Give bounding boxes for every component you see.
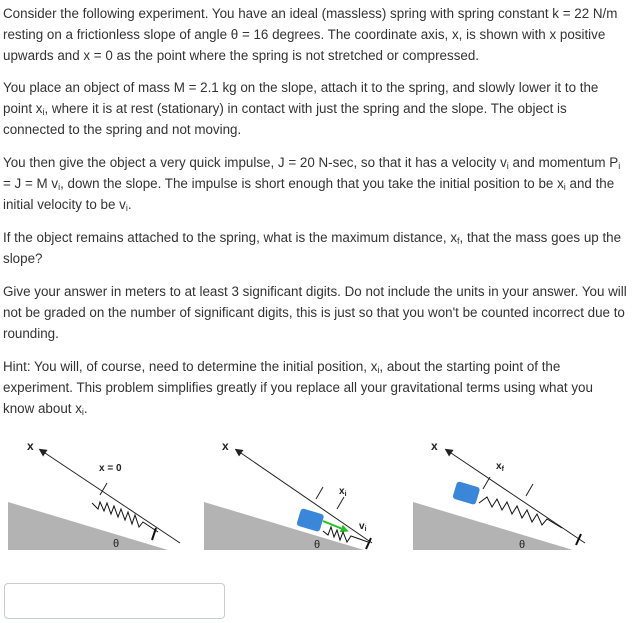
theta-label: θ [314, 539, 321, 551]
paragraph-placement: You place an object of mass M = 2.1 kg on the slope, attach it to the spring, and slowly lower it to the point $x_i$, where it is at rest (stationary) in contact with just the spring and the slope. The object is connected to the spring and not moving. [3, 80, 599, 137]
xf-label: $x_f$ [496, 461, 504, 473]
figure-panel-rest [8, 439, 180, 550]
paragraph-setup: Consider the following experiment. You have an ideal (massless) spring with spring constant k = 22 N/m resting on a frictionless slope of angle θ = 16 degrees. The coordinate axis, x, is shown with x positive upwards and x = 0 as the point where the spring is not stretched or compressed. [3, 6, 618, 63]
xi-tick [337, 497, 344, 509]
theta-label: θ [113, 538, 120, 550]
answer-input[interactable] [4, 583, 225, 619]
figure-panel-final [413, 439, 585, 551]
x-zero-label: x = 0 [99, 463, 122, 474]
slope-triangle [204, 502, 364, 550]
paragraph-hint: Hint: You will, of course, need to determine the initial position, $x_i$, about the starting point of the experiment. This problem simplifies greatly if you replace all your gravitational terms using what you know about $x_i$. [3, 359, 593, 417]
figure-panel-initial [204, 439, 372, 551]
x-zero-tick [316, 487, 323, 499]
paragraph-question: If the object remains attached to the spring, what is the maximum distance, $x_f$, that the mass goes up the slope? [3, 230, 622, 266]
xi-label: $x_i$ [339, 486, 347, 498]
vi-label: $v_i$ [359, 521, 367, 533]
x-axis-label: x [27, 439, 34, 453]
x-axis-label: x [431, 439, 438, 453]
experiment-figures [0, 435, 637, 570]
paragraph-impulse: You then give the object a very quick impulse, J = 20 N-sec, so that it has a velocity $v_i$ and momentum $P_i = J = M$ $v_i$, down the slope. The impulse is short enough that you take the initial position to be $x_i$ and the initial velocity to be $v_i$. [3, 155, 621, 213]
x-axis-label: x [222, 439, 229, 453]
block [296, 508, 324, 532]
xf-tick [483, 477, 490, 489]
theta-label: θ [519, 539, 526, 551]
spring [479, 497, 562, 528]
slope-triangle [8, 502, 168, 550]
block [452, 481, 480, 505]
x-zero-tick [526, 484, 533, 496]
slope-triangle [413, 502, 573, 550]
paragraph-instructions: Give your answer in meters to at least 3 significant digits. Do not include the units in your answer. You will not be graded on the number of significant digits, this is just so that you won't be counted incorrect due to rounding. [3, 284, 627, 341]
